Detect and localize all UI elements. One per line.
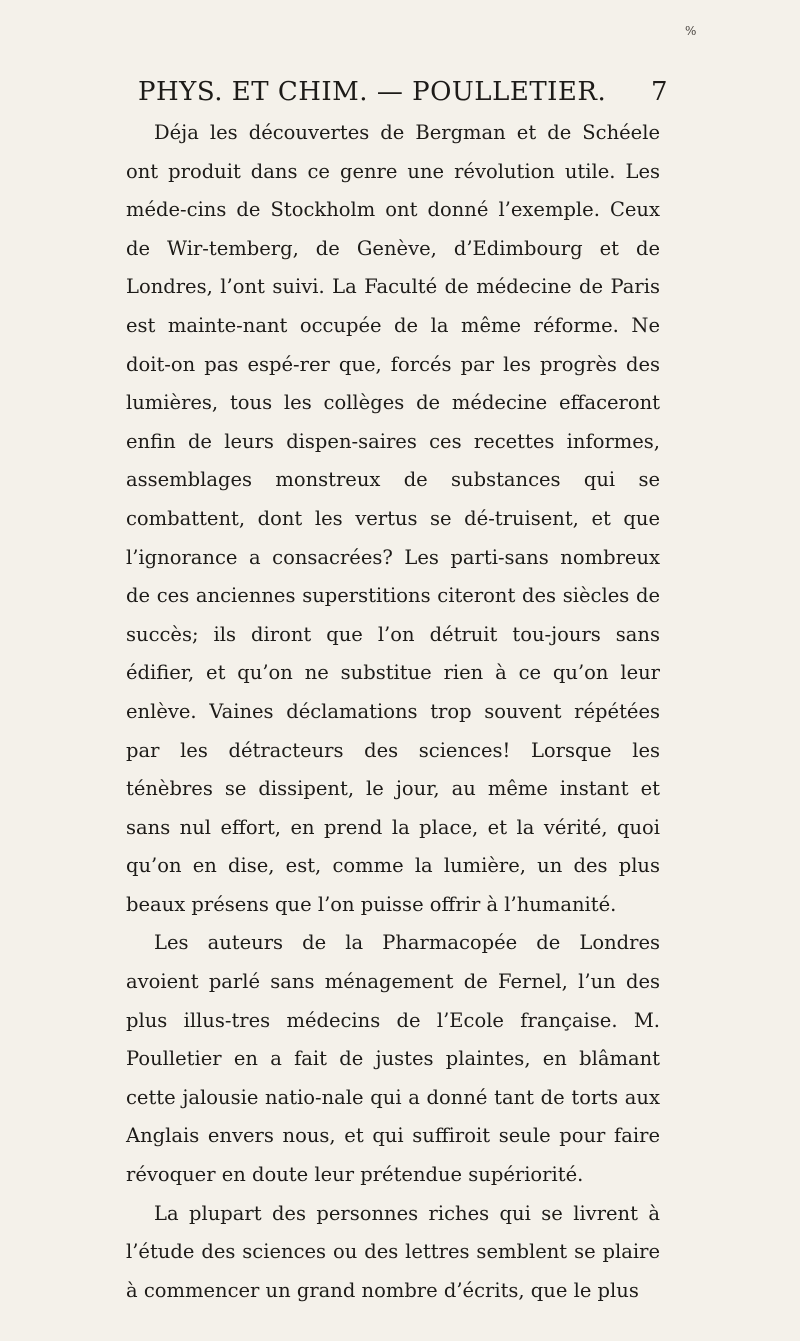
paragraph-3: La plupart des personnes riches qui se livrent à l’étude des sciences ou des lettres semblent se plaire à commencer un grand nombre d’écrits, que le plus <box>126 1201 660 1302</box>
paragraph-2: Les auteurs de la Pharmacopée de Londres avoient parlé sans ménagement de Fernel, l’un des plus illus-tres médecins de l’Ecole française. M. Poulletier en a fait de justes plaintes, en blâmant cette jalousie natio-nale qui a donné tant de torts aux Anglais envers nous, et qui suffiroit seule pour faire révoquer en doute leur prétendue supériorité. <box>126 931 660 1187</box>
paragraph-1: Déja les découvertes de Bergman et de Schéele ont produit dans ce genre une révolution utile. Les méde-cins de Stockholm ont donné l’exemple. Ceux de Wir-temberg, de Genève, d’Edimbourg et de Londres, l’ont suivi. La Faculté de médecine de Paris est mainte-nant occupée de la même réforme. Ne doit-on pas espé-rer que, forcés par les progrès des lumières, tous les collèges de médecine effaceront enfin de leurs dispen-saires ces recettes informes, assemblages monstreux de substances qui se combattent, dont les vertus se dé-truisent, et que l’ignorance a consacrées? Les parti-sans nombreux de ces anciennes superstitions citeront des siècles de succès; ils diront que l’on détruit tou-jours sans édifier, et qu’on ne substitue rien à ce qu’on leur enlève. Vaines déclamations trop souvent répétées par les détracteurs des sciences! Lorsque les ténèbres se dissipent, le jour, au même instant et sans nul effort, en prend la place, et la vérité, quoi qu’on en dise, est, comme la lumière, un des plus beaux présens que l’on puisse offrir à l’humanité. <box>126 121 660 916</box>
page-number: 7 <box>650 77 668 107</box>
running-head <box>138 70 668 114</box>
printer-mark: % <box>685 24 697 38</box>
body-text <box>126 114 660 1310</box>
running-title: PHYS. ET CHIM. — POULLETIER. <box>138 77 607 107</box>
